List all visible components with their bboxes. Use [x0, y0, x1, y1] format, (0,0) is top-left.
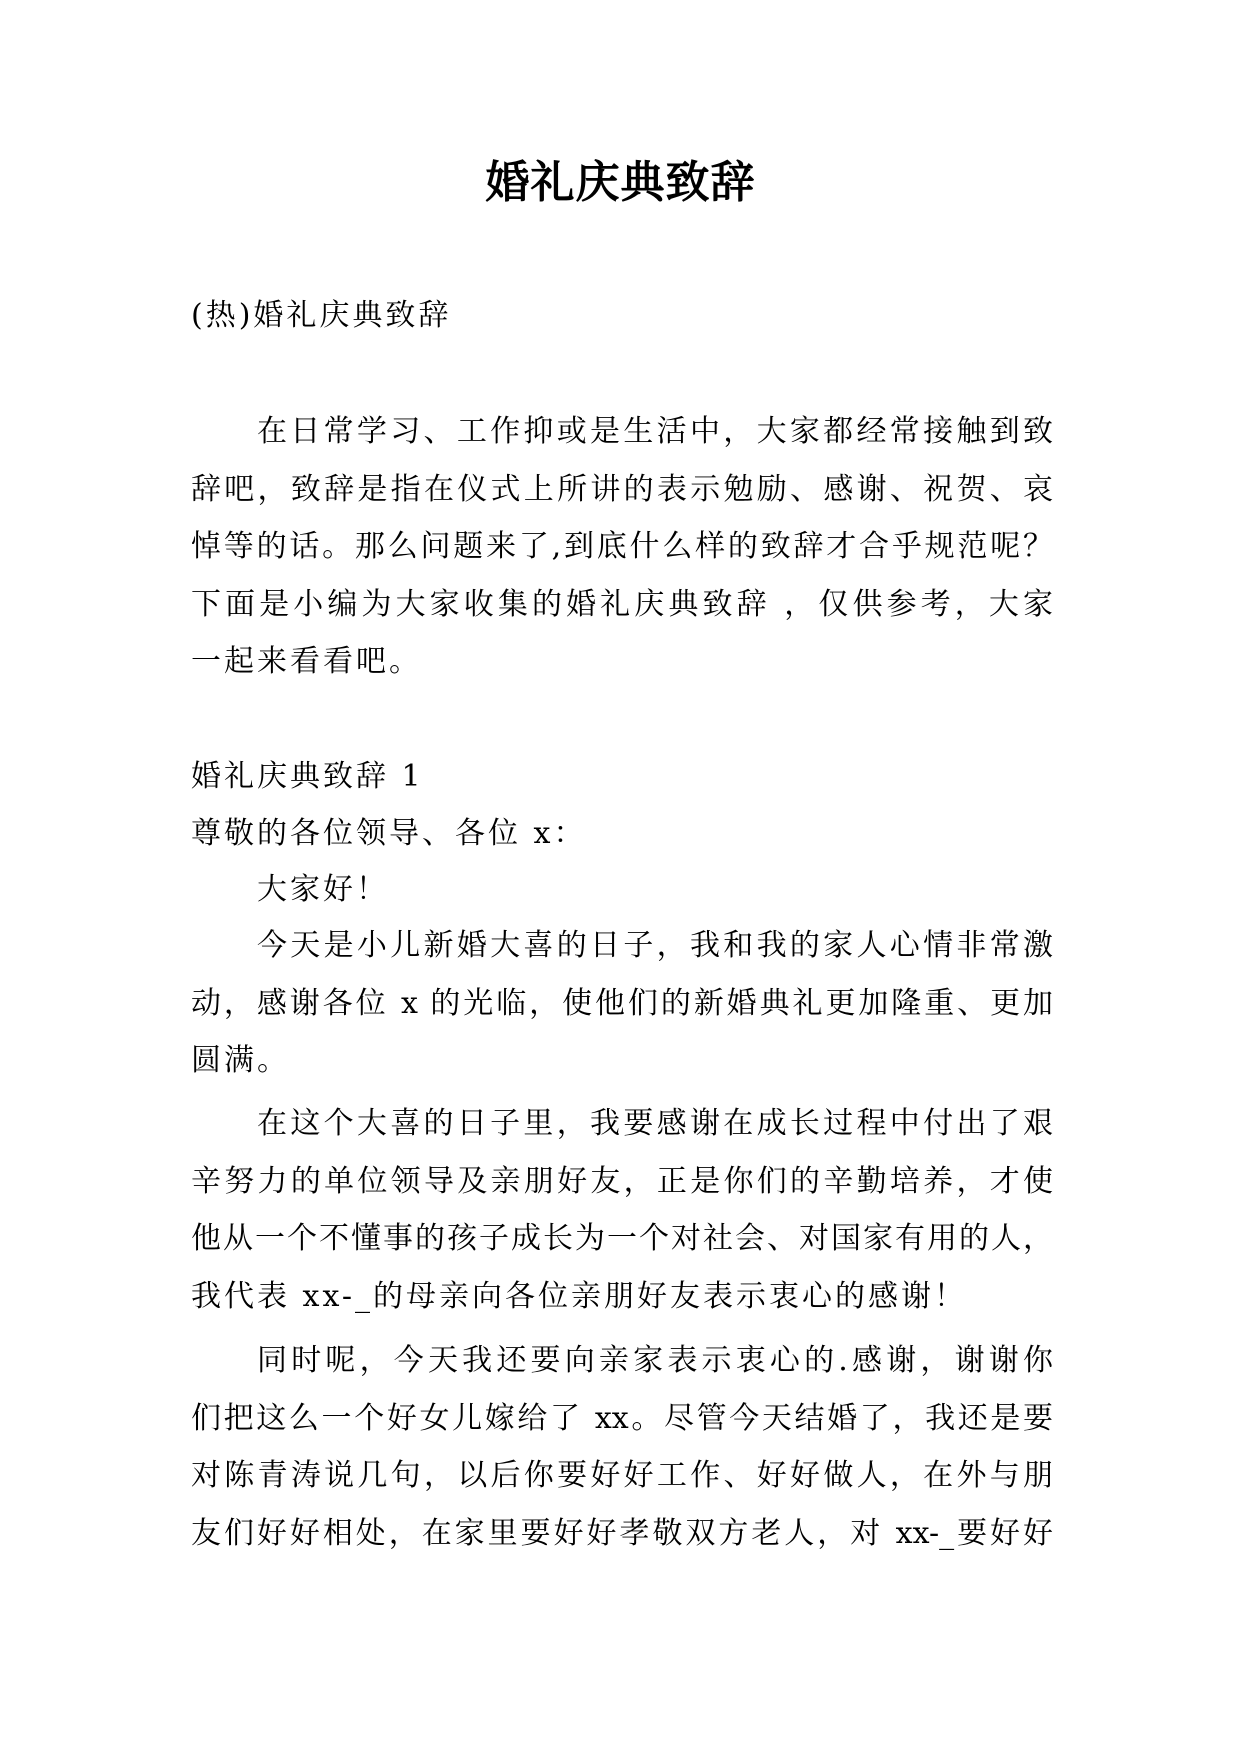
- document-subtitle-block: [191, 287, 1053, 345]
- speech-paragraph-3: [191, 1332, 1053, 1562]
- document-title: 婚礼庆典致辞: [485, 157, 756, 208]
- paragraph-line: 辛努力的单位领导及亲朋好友，正是你们的辛勤培养，才使: [191, 1163, 1053, 1199]
- paragraph-line: 友们好好相处，在家里要好好孝敬双方老人，对 xx-_要好好: [191, 1515, 1053, 1551]
- speech-paragraph-1: [191, 917, 1053, 1090]
- paragraph-line: 一起来看看吧。: [191, 644, 422, 679]
- paragraph-line: 在日常学习、工作抑或是生活中，大家都经常接触到致: [257, 414, 1053, 449]
- speech-greeting: 大家好！: [257, 872, 389, 907]
- paragraph-line: 他从一个不懂事的孩子成长为一个对社会、对国家有用的人，: [191, 1221, 1053, 1256]
- document-subtitle: (热)婚礼庆典致辞: [191, 298, 452, 333]
- speech-heading: 婚礼庆典致辞 1: [191, 759, 424, 794]
- paragraph-line: 动，感谢各位 x 的光临，使他们的新婚典礼更加隆重、更加: [191, 985, 1053, 1021]
- speech-greeting-block: [191, 861, 1053, 919]
- speech-salutation: 尊敬的各位领导、各位 x：: [191, 816, 587, 851]
- speech-heading-block: [191, 748, 1053, 806]
- paragraph-line: 圆满。: [191, 1043, 290, 1078]
- paragraph-line: 悼等的话。那么问题来了,到底什么样的致辞才合乎规范呢？: [191, 529, 1053, 564]
- paragraph-line: 同时呢，今天我还要向亲家表示衷心的.感谢，谢谢你: [257, 1343, 1053, 1378]
- speech-salutation-block: [191, 805, 1053, 863]
- intro-paragraph: [191, 403, 1053, 691]
- paragraph-line: 我代表 xx-_的母亲向各位亲朋好友表示衷心的感谢！: [191, 1278, 967, 1314]
- speech-paragraph-2: [191, 1095, 1053, 1325]
- paragraph-line: 辞吧，致辞是指在仪式上所讲的表示勉励、感谢、祝贺、哀: [191, 471, 1053, 507]
- paragraph-line: 今天是小儿新婚大喜的日子，我和我的家人心情非常激: [257, 928, 1053, 963]
- paragraph-line: 下面是小编为大家收集的婚礼庆典致辞 ，仅供参考，大家: [191, 586, 1053, 622]
- paragraph-line: 对陈青涛说几句，以后你要好好工作、好好做人，在外与朋: [191, 1458, 1053, 1493]
- paragraph-line: 在这个大喜的日子里，我要感谢在成长过程中付出了艰: [257, 1106, 1053, 1141]
- paragraph-line: 们把这么一个好女儿嫁给了 xx。尽管今天结婚了，我还是要: [191, 1400, 1053, 1436]
